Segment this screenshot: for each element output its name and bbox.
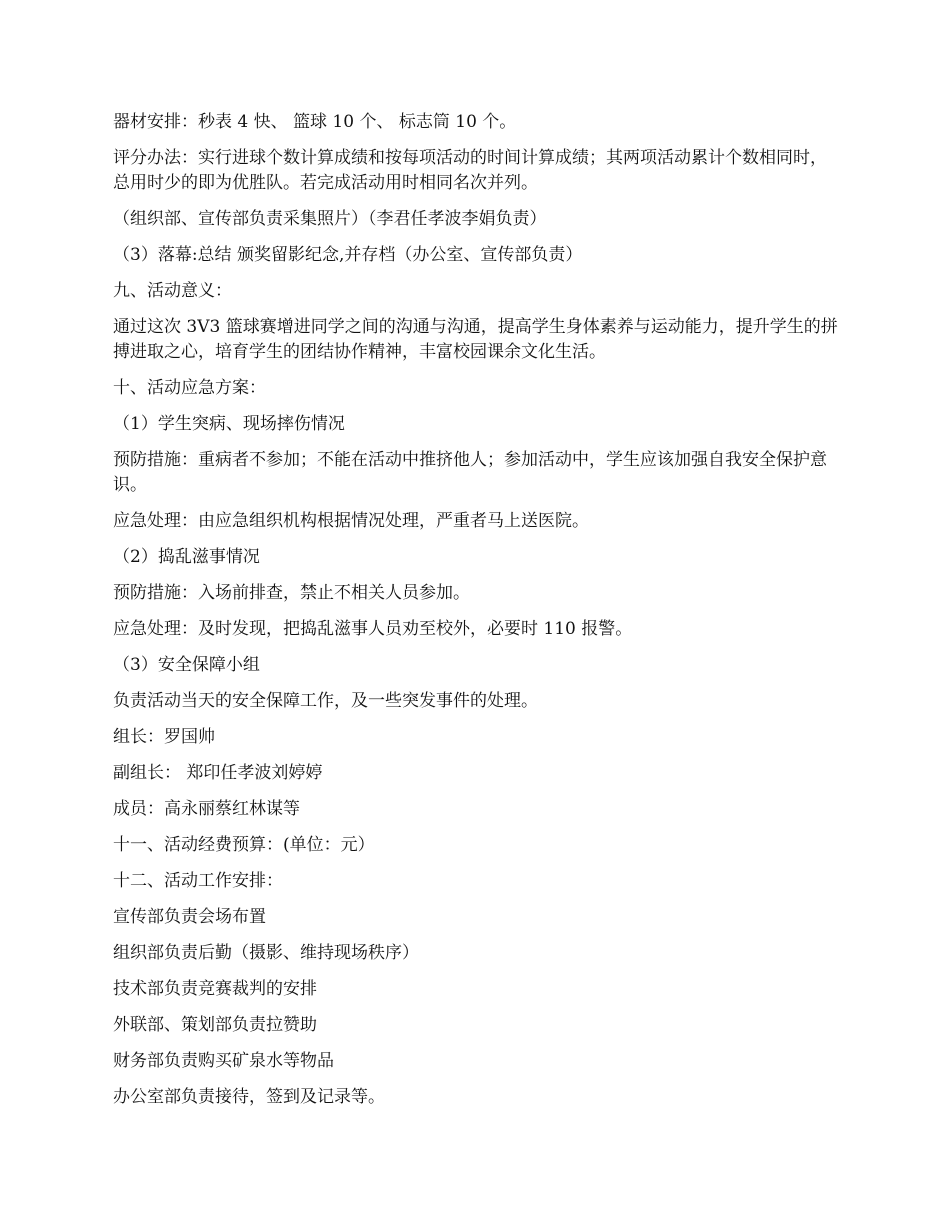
paragraph-organization-dept: 组织部负责后勤（摄影、维持现场秩序） (113, 943, 419, 963)
subheading-injury: （1）学生突病、现场摔伤情况 (113, 414, 345, 434)
paragraph-publicity-dept: 宣传部负责会场布置 (113, 907, 266, 927)
paragraph-team-leader: 组长：罗国帅 (113, 727, 215, 747)
paragraph-safety-duty: 负责活动当天的安全保障工作，及一些突发事件的处理。 (113, 691, 538, 711)
paragraph-injury-prevention: 预防措施：重病者不参加；不能在活动中推挤他人；参加活动中，学生应该加强自我安全保护意识。 (113, 450, 827, 495)
paragraph-scoring: 评分办法：实行进球个数计算成绩和按每项活动的时间计算成绩；其两项活动累计个数相同时，总用时少的即为优胜队。若完成活动用时相同名次并列。 (113, 148, 827, 193)
paragraph-disturbance-prevention: 预防措施：入场前排查，禁止不相关人员参加。 (113, 583, 470, 603)
section-heading-budget: 十一、活动经费预算：(单位：元） (113, 835, 375, 855)
paragraph-finance-dept: 财务部负责购买矿泉水等物品 (113, 1051, 334, 1071)
paragraph-photos: （组织部、宣传部负责采集照片）（李君任孝波李娟负责） (113, 209, 547, 229)
paragraph-members: 成员：高永丽蔡红林谋等 (113, 799, 300, 819)
subheading-disturbance: （2）捣乱滋事情况 (113, 547, 260, 567)
paragraph-deputy-leader: 副组长： 郑印任孝波刘婷婷 (113, 763, 323, 783)
paragraph-injury-response: 应急处理：由应急组织机构根据情况处理，严重者马上送医院。 (113, 511, 589, 531)
paragraph-equipment: 器材安排：秒表 4 快、 篮球 10 个、 标志筒 10 个。 (113, 112, 517, 132)
section-heading-work-plan: 十二、活动工作安排： (113, 871, 283, 891)
section-heading-emergency: 十、活动应急方案： (113, 378, 266, 398)
paragraph-significance: 通过这次 3V3 篮球赛增进同学之间的沟通与沟通，提高学生身体素养与运动能力，提升学生的拼搏进取之心，培育学生的团结协作精神，丰富校园课余文化生活。 (113, 317, 838, 362)
document-body (113, 110, 841, 1121)
section-heading-significance: 九、活动意义： (113, 281, 232, 301)
paragraph-technical-dept: 技术部负责竞赛裁判的安排 (113, 979, 317, 999)
paragraph-disturbance-response: 应急处理：及时发现，把捣乱滋事人员劝至校外，必要时 110 报警。 (113, 619, 633, 639)
paragraph-outreach-dept: 外联部、策划部负责拉赞助 (113, 1015, 317, 1035)
subheading-safety-team: （3）安全保障小组 (113, 655, 260, 675)
paragraph-office-dept: 办公室部负责接待，签到及记录等。 (113, 1087, 385, 1107)
paragraph-closing: （3）落幕:总结 颁奖留影纪念,并存档（办公室、宣传部负责） (113, 245, 583, 265)
